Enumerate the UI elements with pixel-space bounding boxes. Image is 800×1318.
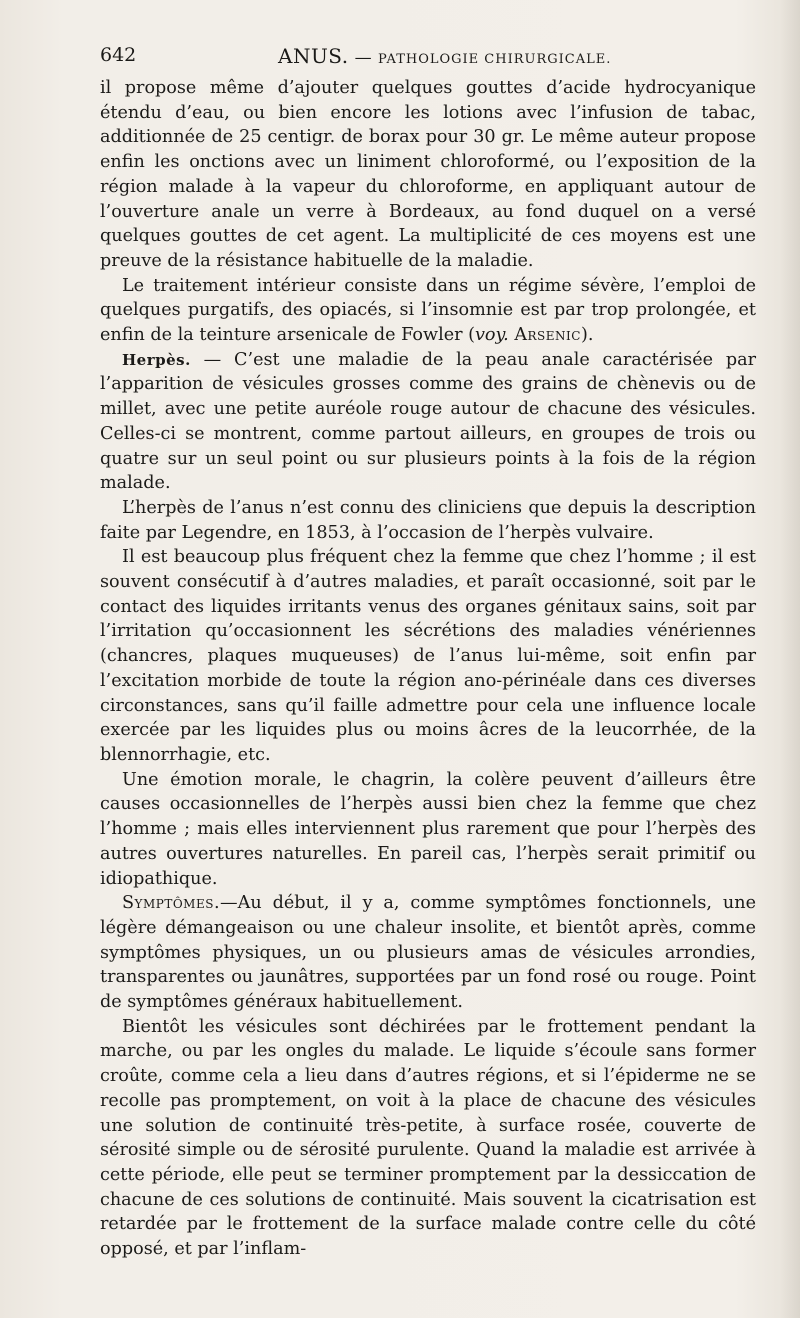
paragraph-7 bbox=[100, 891, 756, 1015]
paragraph-4: L’herpès de l’anus n’est connu des cliniciens que depuis la description faite par Legendre, en 1853, à l’occasion de l’herpès vulvaire. bbox=[100, 497, 756, 543]
page-number: 642 bbox=[100, 44, 137, 66]
symptomes-heading: Symptômes. bbox=[122, 893, 221, 914]
herpes-heading: Herpès. bbox=[122, 350, 191, 369]
page-edge-shadow bbox=[780, 0, 800, 1318]
page-body bbox=[100, 76, 756, 1262]
paragraph-2-text: Le traitement intérieur consiste dans un régime sévère, l’emploi de quelques purgatifs, des opiacés, si l’insomnie est par trop prolongée, et enfin de la teinture arsenicale de Fowler ( bbox=[100, 275, 756, 346]
paragraph-2 bbox=[100, 274, 756, 348]
paragraph-1: il propose même d’ajouter quelques gouttes d’acide hydrocyanique étendu d’eau, ou bien encore les lotions avec l’infusion de tabac, additionnée de 25 centigr. de borax pour 30 gr. Le même auteur propose enfin les onctions avec un liniment chloroformé, ou l’exposition de la région malade à la vapeur du chloroforme, en appliquant autour de l’ouverture anale un verre à Bordeaux, au fond duquel on a versé quelques gouttes de cet agent. La multiplicité de ces moyens est une preuve de la résistance habituelle de la maladie. bbox=[100, 78, 756, 271]
running-title bbox=[278, 44, 611, 68]
arsenic-reference: Arsenic bbox=[514, 325, 581, 346]
title-sub: PATHOLOGIE CHIRURGICALE. bbox=[377, 52, 612, 67]
paragraph-3-text: — C’est une maladie de la peau anale caractérisée par l’apparition de vésicules grosses comme des grains de chènevis ou de millet, avec une petite auréole rouge autour de chacune des vésicules. Celles-ci se montrent, comme partout ailleurs, en groupes de trois ou quatre sur un seul point ou sur plusieurs points à la fois de la région malade. bbox=[100, 349, 756, 494]
voy-abbrev: voy. bbox=[474, 325, 509, 346]
running-header bbox=[100, 40, 760, 70]
paragraph-5: Il est beaucoup plus fréquent chez la femme que chez l’homme ; il est souvent consécutif à d’autres maladies, et paraît occasionné, soit par le contact des liquides irritants venus des organes génitaux sains, soit par l’irritation qu’occasionnent les sécrétions des maladies vénériennes (chancres, plaques muqueuses) de l’anus lui-même, soit enfin par l’excitation morbide de toute la région ano-périnéale dans ces diverses circonstances, sans qu’il faille admettre pour cela une influence locale exercée par les liquides plus ou moins âcres de la leucorrhée, de la blennorrhagie, etc. bbox=[100, 547, 756, 765]
paragraph-8: Bientôt les vésicules sont déchirées par le frottement pendant la marche, ou par les ongles du malade. Le liquide s’écoule sans former croûte, comme cela a lieu dans d’autres régions, et si l’épiderme ne se recolle pas promptement, on voit à la place de chacune des vésicules une solution de continuité très-petite, à surface rosée, couverte de sérosité simple ou de sérosité purulente. Quand la maladie est arrivée à cette période, elle peut se terminer promptement par la dessiccation de chacune de ces solutions de continuité. Mais souvent la cicatrisation est retardée par le frottement de la surface malade contre celle du côté opposé, et par l’inflam- bbox=[100, 1016, 756, 1260]
title-dash: — bbox=[354, 48, 373, 68]
paragraph-7-text: —Au début, il y a, comme symptômes fonctionnels, une légère démangeaison ou une chaleur insolite, et bientôt après, comme symptômes physiques, un ou plusieurs amas de vésicules arrondies, transparentes ou jaunâtres, supportées par un fond rosé ou rouge. Point de symptômes généraux habituellement. bbox=[100, 893, 756, 1013]
title-main: ANUS. bbox=[278, 44, 349, 68]
paragraph-6: Une émotion morale, le chagrin, la colère peuvent d’ailleurs être causes occasionnelles de l’herpès aussi bien chez la femme que chez l’homme ; mais elles interviennent plus rarement que pour l’herpès des autres ouvertures naturelles. En pareil cas, l’herpès serait primitif ou idiopathique. bbox=[100, 769, 756, 889]
paragraph-2-end: ). bbox=[580, 325, 594, 346]
paragraph-3 bbox=[100, 348, 756, 496]
